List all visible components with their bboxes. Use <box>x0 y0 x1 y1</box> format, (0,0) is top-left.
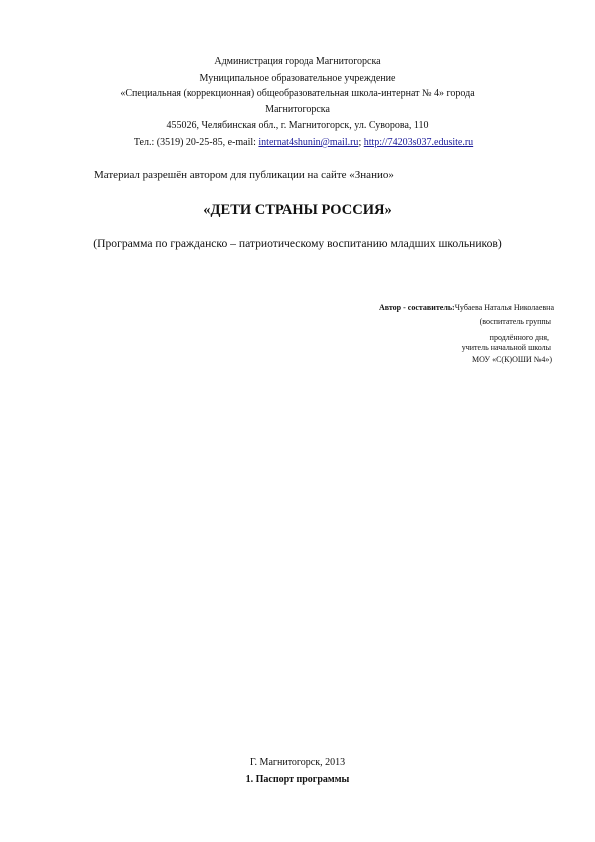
document-subtitle: (Программа по гражданско – патриотическому воспитанию младших школьников) <box>93 237 502 250</box>
permission-note: Материал разрешён автором для публикации на сайте «Знанио» <box>94 169 394 181</box>
header-address: 455026, Челябинская обл., г. Магнитогорск, ул. Суворова, 110 <box>166 120 429 131</box>
contacts-prefix: Тел.: (3519) 20-25-85, e-mail: <box>133 137 259 148</box>
header-contacts <box>6 137 595 149</box>
author-role-line2: продлённого дня, <box>489 333 549 342</box>
header-city: Магнитогорска <box>265 104 330 115</box>
city-year: Г. Магнитогорск, 2013 <box>249 757 346 768</box>
header-institution-type: Муниципальное образовательное учреждение <box>199 73 396 84</box>
contacts-separator: ; <box>358 137 364 148</box>
author-role-line4: МОУ «С(К)ОШИ №4») <box>471 355 552 364</box>
website-link[interactable]: http://74203s037.edusite.ru <box>363 137 474 148</box>
header-school-name: «Специальная (коррекционная) общеобразовательная школа-интернат № 4» города <box>120 88 475 99</box>
email-link[interactable]: internat4shunin@mail.ru <box>258 137 359 148</box>
header-administration: Администрация города Магнитогорска <box>214 56 381 67</box>
author-line <box>379 303 554 313</box>
author-role-line1: (воспитатель группы <box>479 317 551 326</box>
author-role-line3: учитель начальной школы <box>461 343 551 352</box>
document-title: «ДЕТИ СТРАНЫ РОССИЯ» <box>203 202 392 218</box>
author-label: Автор - составитель: <box>378 303 455 312</box>
author-name: Чубаева Наталья Николаевна <box>454 303 554 312</box>
section-heading: 1. Паспорт программы <box>245 774 350 785</box>
